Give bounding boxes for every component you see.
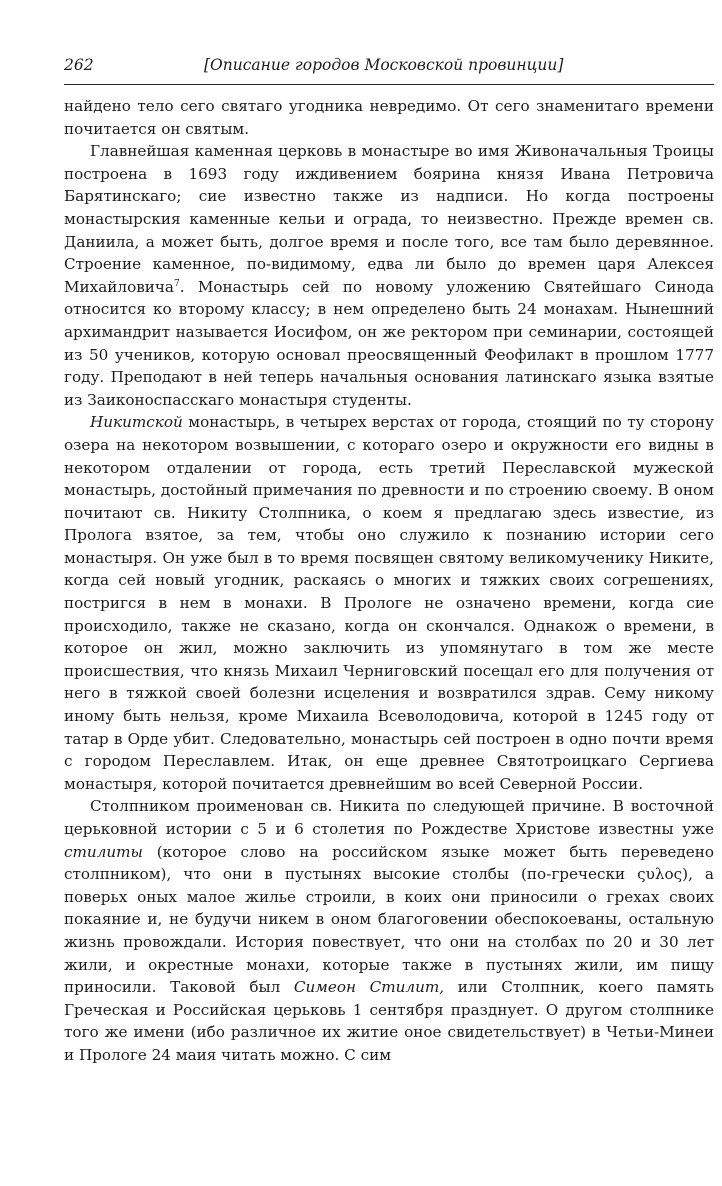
paragraph-trinity-church bbox=[64, 140, 714, 411]
book-page bbox=[64, 52, 714, 1067]
paragraph-text: (которое слово на российском языке может быть переведено столпником), что они в пустынях высокие столбы (по-гречески ςυλος), а поверьх оных малое жилье строили, в коих они приносили о грехах своих покаяние и, не будучи никем в оном благоговении обеспокоеваны, остальную жизнь провождали. История повествует, что они на столбах по 20 и 30 лет жили, и окрестные монахи, которые также в пустынях жили, им пищу приносили. Таковой был bbox=[64, 842, 714, 997]
running-head: [Описание городов Московской провинции] bbox=[204, 56, 564, 74]
footnote-ref: 7 bbox=[173, 278, 180, 289]
paragraph-continuation bbox=[64, 95, 714, 140]
italic-name-simeon: Симеон Стилит, bbox=[293, 978, 445, 997]
paragraph-text: или Столпник, коего память Греческая и Российская церьковь 1 сентября празднует. О другом столпнике того же имени (ибо различное их житие оное свидетельствует) в Четьи-Минеи и Прологе 24 маия читать можно. С сим bbox=[64, 978, 714, 1064]
paragraph-text: . Монастырь сей по новому уложению Святейшаго Синода относится ко второму классу; в нем определено быть 24 монахам. Нынешний архимандрит называется Иосифом, он же ректором при семинарии, состоящей из 50 учеников, которую основал преосвященный Феофилакт в прошлом 1777 году. Преподают в ней теперь начальныя основания латинскаго языка взятые из Заиконоспасскаго монастыря студенты. bbox=[64, 277, 714, 409]
paragraph-stylites bbox=[64, 795, 714, 1066]
paragraph-nikitsky-monastery bbox=[64, 411, 714, 795]
body-text bbox=[64, 95, 714, 1067]
page-number: 262 bbox=[64, 56, 94, 74]
paragraph-text: Главнейшая каменная церковь в монастыре во имя Живоначальныя Троицы построена в 1693 году иждивением боярина князя Ивана Петровича Барятинскаго; сие известно также из надписи. Но когда построены монастырския каменные кельи и ограда, то неизвестно. Прежде времен св. Даниила, а может быть, долгое время и после того, все там было деревянное. Строение каменное, по-видимому, едва ли было до времен царя Алексея Михайловича bbox=[64, 142, 714, 296]
italic-term-stylites: стилиты bbox=[64, 842, 143, 861]
paragraph-text: найдено тело сего святаго угодника невредимо. От сего знаменитаго времени почитается он святым. bbox=[64, 97, 714, 138]
page-header bbox=[64, 52, 714, 85]
paragraph-lead-italic: Никитской bbox=[90, 413, 183, 432]
paragraph-text: Столпником проименован св. Никита по следующей причине. В восточной церьковной истории с 5 и 6 столетия по Рождестве Христове известны уже bbox=[64, 797, 714, 838]
paragraph-text: монастырь, в четырех верстах от города, стоящий по ту сторону озера на некотором возвышении, с котораго озеро и окружности его видны в некотором отдалении от города, есть третий Переславской мужеской монастырь, достойный примечания по древности и по строению своему. В оном почитают св. Никиту Столпника, о коем я предлагаю здесь известие, из Пролога взятое, за тем, чтобы оно служило к познанию истории сего монастыря. Он уже был в то время посвящен святому великомученику Никите, когда сей новый угодник, раскаясь о многих и тяжких своих согрешениях, постригся в нем в монахи. В Прологе не означено времени, когда сие происходило, также не сказано, когда он скончался. Однакож о времени, в которое он жил, можно заключить из упомянутаго в том же месте происшествия, что князь Михаил Черниговский посещал его для получения от него в тяжкой своей болезни исцеления и возвратился здрав. Сему никому иному быть нельзя, кроме Михаила Всеволодовича, которой в 1245 году от татар в Орде убит. Следовательно, монастырь сей построен в одно почти время с городом Переславлем. Итак, он еще древнее Святотроицкаго Сергиева монастыря, которой почитается древнейшим во всей Северной России. bbox=[64, 413, 714, 793]
